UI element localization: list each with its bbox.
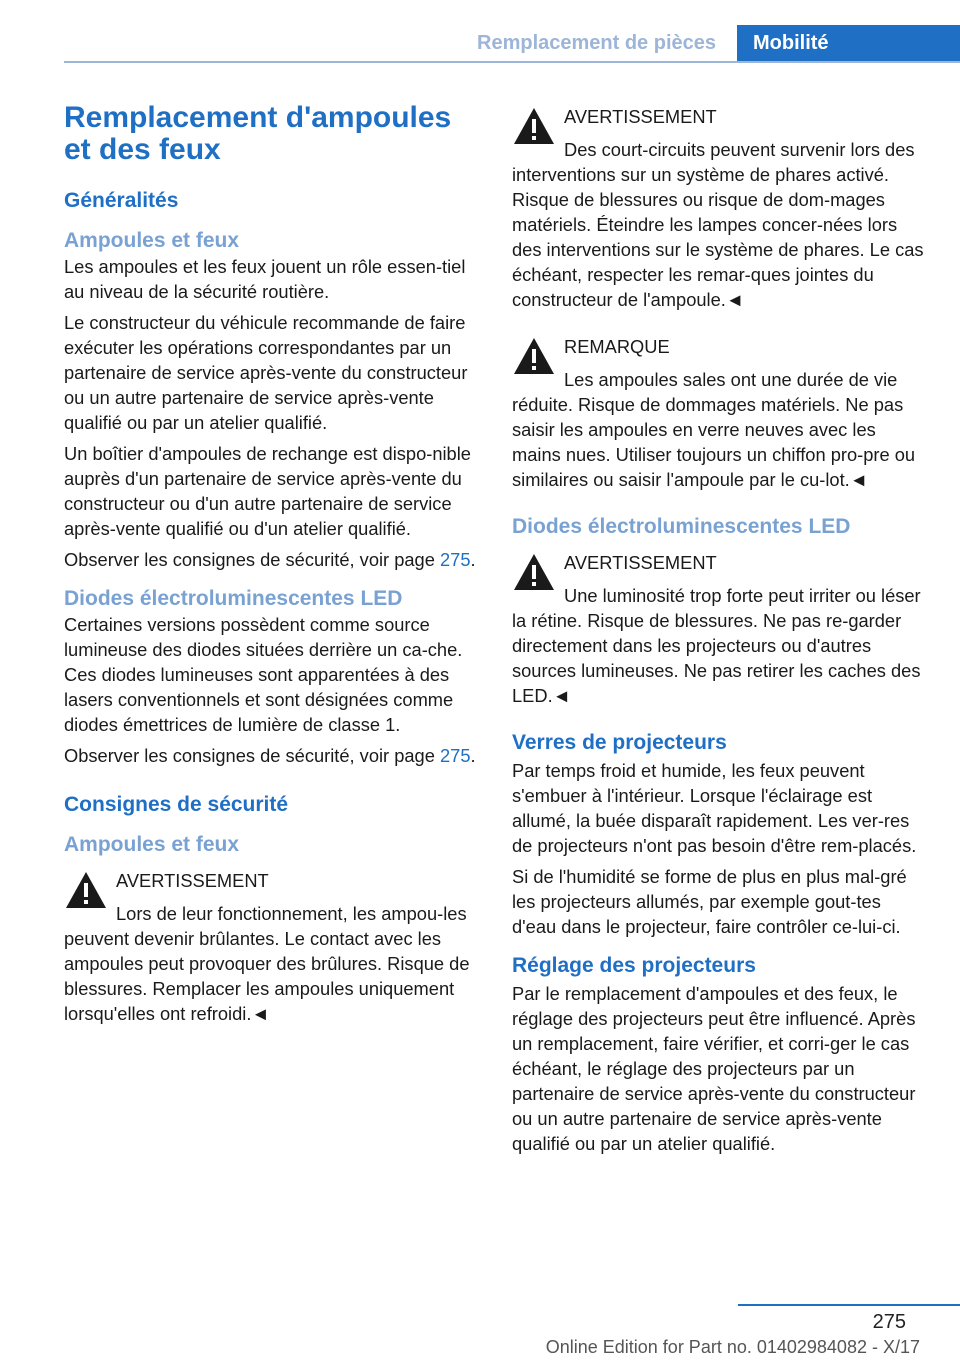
warning-title: AVERTISSEMENT <box>564 106 717 127</box>
paragraph-text: Observer les consignes de sécurité, voir page <box>64 745 435 766</box>
heading-led: Diodes électroluminescentes LED <box>512 515 851 538</box>
warning-body: Une luminosité trop forte peut irriter ou léser la rétine. Risque de blessures. Ne pas re-garder directement dans les projecteurs ou d'autres sources lumineuses. Ne pas retirer les caches des LED.◄ <box>512 585 921 706</box>
right-column <box>512 104 926 1162</box>
paragraph: Par temps froid et humide, les feux peuvent s'embuer à l'intérieur. Lorsque l'éclairage est allumé, la buée disparaît rapidement. Les ver-res de projecteurs n'ont pas besoin d'être rem-placés. <box>512 760 917 856</box>
paragraph: Le constructeur du véhicule recommande de faire exécuter les opérations correspondantes par un partenaire de service après-vente du constructeur ou un autre partenaire de service après-vente qualifié ou par un atelier qualifié. <box>64 312 468 433</box>
warning-title: AVERTISSEMENT <box>116 870 269 891</box>
warning-body: Lors de leur fonctionnement, les ampou-les peuvent devenir brûlantes. Le contact avec les ampoules peut provoquer des brûlures. Risque de blessures. Remplacer les ampoules uniquement lorsqu'elles ont refroidi.◄ <box>64 903 470 1024</box>
warning-block <box>64 868 478 1026</box>
heading-led: Diodes électroluminescentes LED <box>64 587 403 610</box>
note-title: REMARQUE <box>564 336 670 357</box>
edition-note: Online Edition for Part no. 01402984082 - X/17 <box>545 1337 920 1357</box>
warning-triangle-icon <box>512 336 556 376</box>
warning-triangle-icon <box>64 870 108 910</box>
paragraph: Les ampoules et les feux jouent un rôle essen-tiel au niveau de la sécurité routière. <box>64 256 466 302</box>
page-title: Remplacement d'ampoules et des feux <box>64 101 452 166</box>
footer-divider <box>738 1304 960 1306</box>
header-chapter-tab: Mobilité <box>737 25 960 63</box>
warning-block <box>512 104 926 312</box>
page-link[interactable]: 275 <box>440 745 471 766</box>
left-column <box>64 100 478 1048</box>
heading-reglage: Réglage des projecteurs <box>512 954 756 977</box>
note-block <box>512 334 926 492</box>
page-number: 275 <box>872 1311 906 1333</box>
warning-block <box>512 550 926 708</box>
header-section-title: Remplacement de pièces <box>477 32 716 54</box>
warning-triangle-icon <box>512 106 556 146</box>
header-divider <box>64 61 960 63</box>
heading-verres: Verres de projecteurs <box>512 731 727 754</box>
heading-generalites: Généralités <box>64 189 179 212</box>
warning-title: AVERTISSEMENT <box>564 552 717 573</box>
paragraph-safety-reference: Observer les consignes de sécurité, voir page 275. <box>64 549 476 570</box>
paragraph-text: Observer les consignes de sécurité, voir page <box>64 549 435 570</box>
paragraph: Si de l'humidité se forme de plus en plus mal-gré les projecteurs allumés, par exemple gout-tes d'eau dans le projecteur, faire contrôler ce-lui-ci. <box>512 866 907 937</box>
paragraph-safety-reference: Observer les consignes de sécurité, voir page 275. <box>64 745 476 766</box>
warning-triangle-icon <box>512 552 556 592</box>
heading-ampoules-feux: Ampoules et feux <box>64 833 240 856</box>
paragraph: Certaines versions possèdent comme source lumineuse des diodes situées derrière un ca-che. Ces diodes lumineuses sont apparentées à des lasers conventionnels et sont désignées comme diodes émettrices de lumière de classe 1. <box>64 614 463 735</box>
heading-ampoules-feux: Ampoules et feux <box>64 229 240 252</box>
paragraph: Par le remplacement d'ampoules et des feux, le réglage des projecteurs peut être influencé. Après un remplacement, faire vérifier, et corri-ger le cas échéant, le réglage des projecteurs par un partenaire de service après-vente du constructeur ou un autre partenaire de service après-vente qualifié ou par un atelier qualifié. <box>512 983 916 1154</box>
warning-body: Des court-circuits peuvent survenir lors des interventions sur un système de phares activé. Risque de blessures ou risque de dom-mages matériels. Éteindre les lampes concer-nées lors des interventions sur le système de phares. Le cas échéant, respecter les remar-ques jointes du constructeur de l'ampoule.◄ <box>512 139 924 310</box>
paragraph: Un boîtier d'ampoules de rechange est dispo-nible auprès d'un partenaire de service après-vente du constructeur ou d'un autre partenaire de service après-vente qualifié ou d'un atelier qualifié. <box>64 443 471 539</box>
page-link[interactable]: 275 <box>440 549 471 570</box>
note-body: Les ampoules sales ont une durée de vie réduite. Risque de dommages matériels. Ne pas saisir les ampoules en verre neuves avec les mains nues. Utiliser toujours un chiffon pro-pre ou similaires ou saisir l'ampoule par le cu-lot.◄ <box>512 369 916 490</box>
heading-consignes: Consignes de sécurité <box>64 793 289 816</box>
